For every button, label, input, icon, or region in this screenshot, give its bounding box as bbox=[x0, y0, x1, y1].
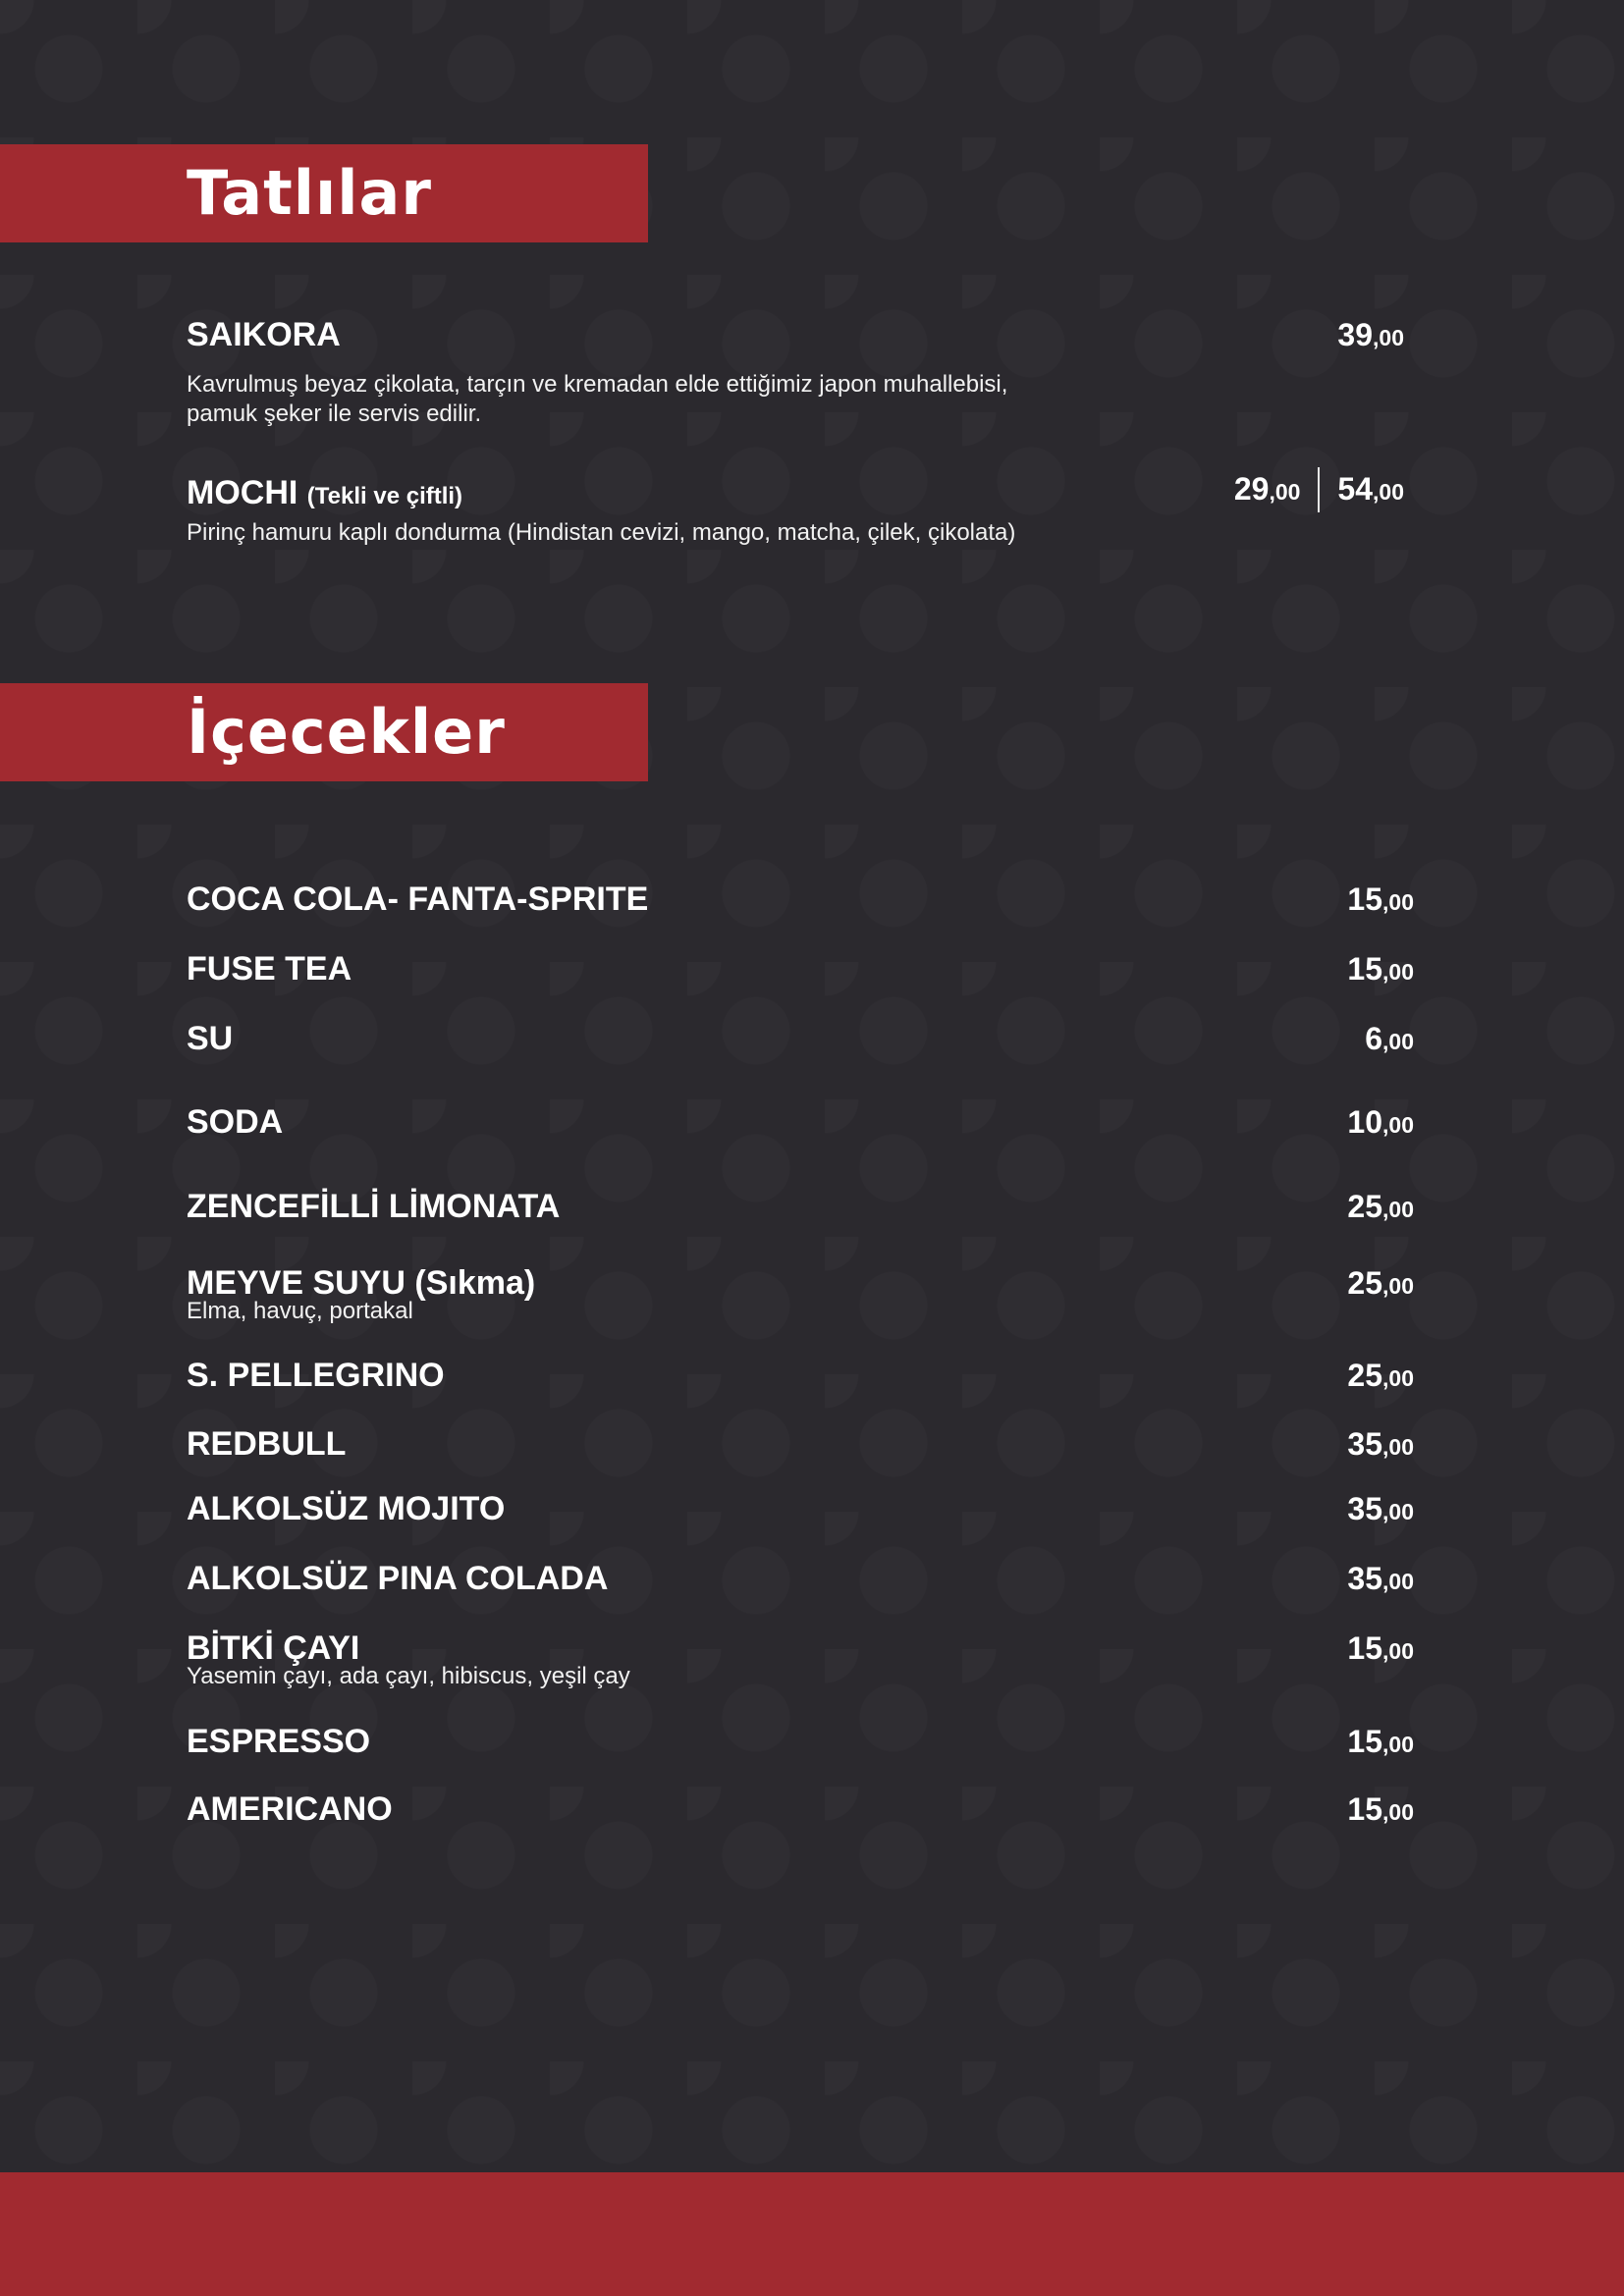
price-decimal: ,00 bbox=[1382, 1799, 1414, 1825]
item-price bbox=[1347, 1722, 1414, 1764]
price-decimal: ,00 bbox=[1373, 478, 1404, 505]
price-integer: 25 bbox=[1347, 1189, 1383, 1224]
price-integer: 15 bbox=[1347, 951, 1383, 987]
price-integer: 29 bbox=[1233, 470, 1270, 507]
drinks-title: İçecekler bbox=[187, 696, 506, 768]
price-decimal: ,00 bbox=[1382, 1029, 1414, 1054]
item-price bbox=[1347, 1356, 1414, 1398]
item-price bbox=[1365, 1019, 1414, 1061]
menu-item-bitki-cayi bbox=[187, 1629, 1414, 1691]
desserts-title: Tatlılar bbox=[187, 157, 432, 229]
item-name: S. PELLEGRINO bbox=[187, 1357, 445, 1394]
item-name: REDBULL bbox=[187, 1425, 347, 1463]
item-name: ZENCEFİLLİ LİMONATA bbox=[187, 1188, 561, 1225]
price-decimal: ,00 bbox=[1382, 1569, 1414, 1594]
price-integer: 15 bbox=[1347, 1724, 1383, 1759]
price-decimal: ,00 bbox=[1382, 959, 1414, 985]
menu-item-s-pellegrino bbox=[187, 1356, 1414, 1395]
item-name: SU bbox=[187, 1020, 234, 1057]
drinks-banner bbox=[0, 683, 648, 781]
item-price bbox=[1347, 1629, 1414, 1671]
item-price bbox=[1337, 315, 1404, 357]
item-price bbox=[1347, 1263, 1414, 1306]
menu-item-saikora bbox=[187, 315, 1404, 429]
item-name: ESPRESSO bbox=[187, 1723, 371, 1760]
price-decimal: ,00 bbox=[1382, 1197, 1414, 1222]
footer-bar bbox=[0, 2172, 1624, 2296]
item-price bbox=[1347, 1102, 1414, 1145]
item-name: AMERICANO bbox=[187, 1790, 393, 1828]
item-name-text: MOCHI bbox=[187, 474, 298, 511]
menu-item-redbull bbox=[187, 1424, 1414, 1464]
item-name: SAIKORA bbox=[187, 316, 341, 353]
price-single bbox=[1234, 469, 1301, 511]
menu-item-fuse-tea bbox=[187, 949, 1414, 988]
price-decimal: ,00 bbox=[1382, 1434, 1414, 1460]
item-price-group bbox=[1234, 467, 1404, 512]
price-integer: 15 bbox=[1347, 881, 1383, 917]
price-integer: 15 bbox=[1347, 1791, 1383, 1827]
price-integer: 39 bbox=[1337, 317, 1374, 352]
menu-item-americano bbox=[187, 1789, 1414, 1829]
price-integer: 35 bbox=[1347, 1491, 1383, 1526]
price-decimal: ,00 bbox=[1382, 1732, 1414, 1757]
price-integer: 25 bbox=[1347, 1358, 1383, 1393]
price-integer: 35 bbox=[1347, 1426, 1383, 1462]
item-description: Pirinç hamuru kaplı dondurma (Hindistan cevizi, mango, matcha, çilek, çikolata) bbox=[187, 519, 1016, 546]
price-decimal: ,00 bbox=[1269, 478, 1301, 505]
price-decimal: ,00 bbox=[1382, 1499, 1414, 1524]
item-name: FUSE TEA bbox=[187, 950, 352, 988]
menu-item-su bbox=[187, 1019, 1414, 1058]
price-divider bbox=[1318, 467, 1320, 512]
price-decimal: ,00 bbox=[1382, 1365, 1414, 1391]
item-price bbox=[1347, 1424, 1414, 1467]
item-name: COCA COLA- FANTA-SPRITE bbox=[187, 881, 649, 918]
item-price bbox=[1347, 1489, 1414, 1531]
menu-item-alkolsuz-pina-colada bbox=[187, 1559, 1414, 1598]
item-description: Yasemin çayı, ada çayı, hibiscus, yeşil çay bbox=[187, 1663, 630, 1689]
price-decimal: ,00 bbox=[1373, 325, 1404, 350]
item-price bbox=[1347, 949, 1414, 991]
item-description: Elma, havuç, portakal bbox=[187, 1298, 413, 1324]
price-integer: 6 bbox=[1365, 1021, 1383, 1056]
menu-item-mochi bbox=[187, 470, 1404, 548]
price-decimal: ,00 bbox=[1382, 1273, 1414, 1299]
menu-item-soda bbox=[187, 1102, 1414, 1142]
price-decimal: ,00 bbox=[1382, 1638, 1414, 1664]
price-integer: 15 bbox=[1347, 1630, 1383, 1666]
price-integer: 35 bbox=[1347, 1561, 1383, 1596]
item-name: MEYVE SUYU (Sıkma) bbox=[187, 1264, 536, 1302]
item-name: ALKOLSÜZ MOJITO bbox=[187, 1490, 506, 1527]
price-integer: 25 bbox=[1347, 1265, 1383, 1301]
item-description: Kavrulmuş beyaz çikolata, tarçın ve kremadan elde ettiğimiz japon muhallebisi, pamuk şeker ile servis edilir. bbox=[187, 371, 1008, 427]
item-note: (Tekli ve çiftli) bbox=[306, 483, 463, 509]
price-integer: 10 bbox=[1347, 1104, 1383, 1140]
price-double bbox=[1337, 469, 1404, 511]
item-price bbox=[1347, 880, 1414, 922]
price-decimal: ,00 bbox=[1382, 889, 1414, 915]
item-name: BİTKİ ÇAYI bbox=[187, 1629, 360, 1667]
menu-item-espresso bbox=[187, 1722, 1414, 1761]
item-name: SODA bbox=[187, 1103, 284, 1141]
menu-item-meyve-suyu bbox=[187, 1263, 1414, 1326]
desserts-banner bbox=[0, 144, 648, 242]
item-price bbox=[1347, 1559, 1414, 1601]
item-price bbox=[1347, 1187, 1414, 1229]
item-price bbox=[1347, 1789, 1414, 1832]
price-decimal: ,00 bbox=[1382, 1112, 1414, 1138]
item-name: ALKOLSÜZ PINA COLADA bbox=[187, 1560, 609, 1597]
item-name bbox=[187, 470, 1404, 516]
menu-item-alkolsuz-mojito bbox=[187, 1489, 1414, 1528]
menu-item-coca-cola bbox=[187, 880, 1414, 919]
price-integer: 54 bbox=[1337, 470, 1374, 507]
menu-item-zencefilli-limonata bbox=[187, 1187, 1414, 1226]
